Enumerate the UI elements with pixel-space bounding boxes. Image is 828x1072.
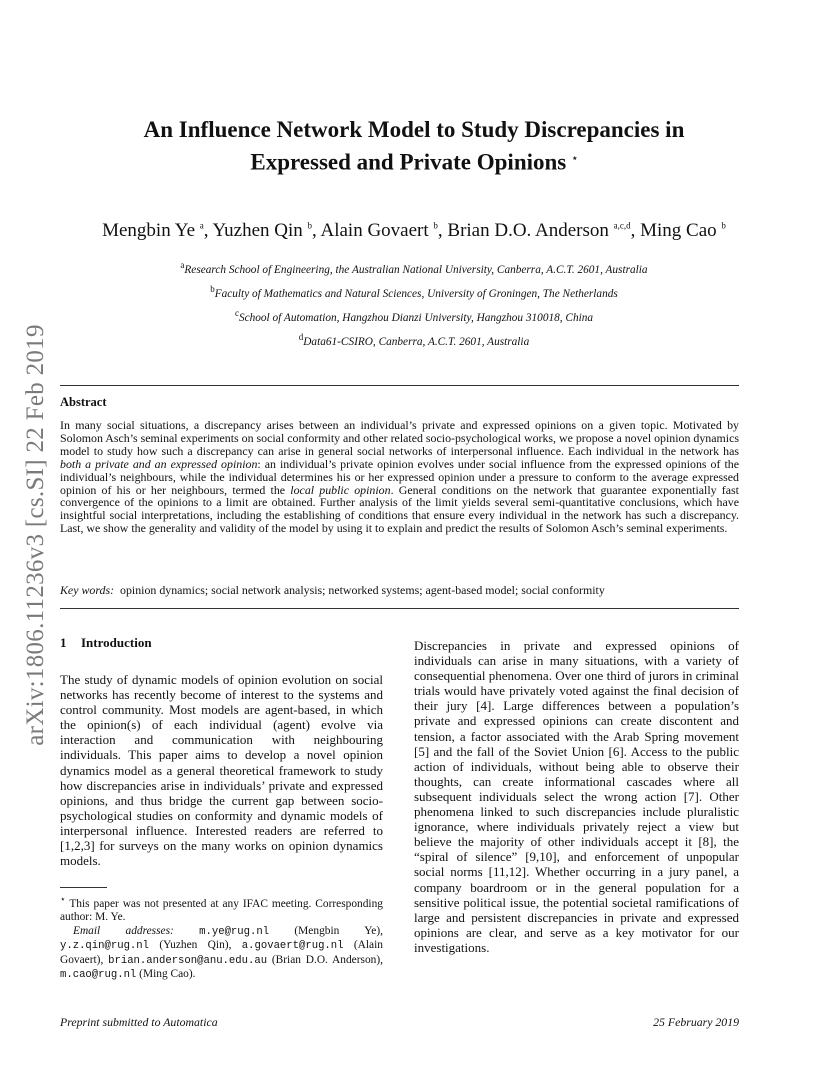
abstract-bottom-rule [60, 608, 739, 609]
footnote-star: ⋆ [60, 894, 66, 904]
abstract-heading: Abstract [60, 395, 107, 409]
title-line-1: An Influence Network Model to Study Discrepancies in [143, 117, 685, 142]
keywords [60, 583, 739, 598]
email-address: a.govaert@rug.nl [241, 940, 344, 953]
footer-right: 25 February 2019 [653, 1015, 739, 1029]
footnote-note: ⋆ This paper was not presented at any IFAC meeting. Corresponding author: M. Ye. [60, 894, 383, 924]
footnote [60, 893, 383, 983]
affiliation-a: $^a$Research School of Engineering, the Australian National University, Canberra, A.C.T. 2601, Australia [180, 260, 648, 276]
email-address: m.ye@rug.nl [199, 925, 270, 938]
author-affiliation-mark: b [307, 220, 313, 231]
email-address: y.z.qin@rug.nl [60, 940, 150, 953]
affiliation-c: $^c$School of Automation, Hangzhou Dianzi University, Hangzhou 310018, China [234, 308, 594, 324]
footnote-emails: Email addresses: m.ye@rug.nl (Mengbin Ye), y.z.qin@rug.nl (Yuzhen Qin), a.govaert@rug.nl (Alain Govaert), brian.anderson@anu.edu.au (Brian D.O. Anderson), m.cao@rug.nl (Ming Cao). [60, 924, 383, 982]
title-line-2-text: Expressed and Private Opinions [250, 149, 567, 175]
arxiv-identifier [8, 300, 64, 770]
arxiv-id-text: arXiv:1806.11236v3 [cs.SI] 22 Feb 2019 [22, 324, 49, 746]
author-name: Yuzhen Qin [212, 220, 303, 241]
author-affiliation-mark: a,c,d [613, 220, 631, 231]
author-name: Ming Cao [640, 220, 717, 241]
author-affiliation-mark: b [433, 220, 438, 231]
email-address: brian.anderson@anu.edu.au [108, 954, 268, 967]
affiliation-b: $^b$Faculty of Mathematics and Natural Sciences, University of Groningen, The Netherlands [210, 284, 618, 300]
author-affiliation-mark: b [721, 220, 726, 231]
author-name: Alain Govaert [320, 220, 429, 241]
section-heading [60, 635, 152, 651]
intro-left-column: The study of dynamic models of opinion evolution on social networks has recently become of interest to the systems and control community. Most models are agent-based, in which the opinion(s) of each individual (agent) evolve via interaction and communication with neighbouring individuals. This paper aims to develop a novel opinion dynamics model as a general theoretical framework to study how discrepancies arise in individuals’ private and expressed opinions, and thus bridge the current gap between socio-psychological studies on conformity and dynamic models of interpersonal influence. Interested readers are referred to [1,2,3] for surveys on the many works on opinion dynamics models. [60, 672, 383, 869]
author-affiliation-mark: a [199, 220, 204, 231]
abstract-top-rule [60, 385, 739, 386]
footer-left: Preprint submitted to Automatica [60, 1015, 218, 1029]
author-name: Brian D.O. Anderson [447, 220, 609, 241]
paper-title [0, 115, 828, 177]
author-list: Mengbin Ye $^a$, Yuzhen Qin $^b$, Alain Govaert $^b$, Brian D.O. Anderson $^{a,c,d}$, Ming Cao $^b$ [102, 220, 726, 241]
title-line-2 [0, 144, 828, 177]
title-footnote-star: ⋆ [572, 153, 578, 163]
affiliation-d: $^d$Data61-CSIRO, Canberra, A.C.T. 2601, Australia [298, 332, 530, 348]
author-name: Mengbin Ye [102, 220, 195, 241]
abstract-emphasis: local public opinion [290, 482, 391, 497]
section-number: 1 [60, 635, 67, 650]
abstract-emphasis: both a private and an expressed opinion [60, 456, 258, 471]
email-address: m.cao@rug.nl [60, 969, 137, 982]
abstract-body: In many social situations, a discrepancy arises between an individual’s private and expressed opinions on a given topic. Motivated by Solomon Asch’s seminal experiments on social conformity and other related socio-psychological works, we propose a novel opinion dynamics model to study how such a discrepancy can arise in general social networks of interpersonal influence. Each individual in the network has both a private and an expressed opinion: an individual’s private opinion evolves under social influence from the expressed opinions of the individual’s neighbours, while the individual determines his or her expressed opinion under a pressure to conform to the average expressed opinion of his or her neighbours, termed the local public opinion. General conditions on the network that guarantee exponentially fast convergence of the opinions to a limit are obtained. Further analysis of the limit yields several semi-quantitative conclusions, which have insightful social interpretations, including the establishing of conditions that ensure every individual in the network has such a discrepancy. Last, we show the generality and validity of the model by using it to explain and predict the results of Solomon Asch’s seminal experiments. [60, 418, 740, 536]
footnote-rule [60, 887, 107, 888]
intro-right-column: Discrepancies in private and expressed opinions of individuals can arise in many situations, with a variety of consequential phenomena. Over one third of jurors in criminal trials would have privately voted against the final decision of their jury [4]. Large differences between a population’s private and expressed opinions can create discontent and tension, a factor associated with the Arab Spring movement [5] and the fall of the Soviet Union [6]. Access to the public action of individuals, without being able to observe their thoughts, can create informational cascades where all subsequent individuals select the wrong action [7]. Other phenomena linked to such discrepancies include pluralistic ignorance, where individuals privately reject a view but believe the majority of other individuals accept it [8], the “spiral of silence” [9,10], and enforcement of unpopular social norms [11,12]. Whether occurring in a jury panel, a company boardroom or in the general population for a sensitive political issue, the potential societal ramifications of large and persistent discrepancies in private and expressed opinions are clear, and serve as a key motivator for our investigations. [414, 638, 739, 955]
email-label: Email addresses: [73, 924, 174, 937]
section-title: Introduction [81, 635, 152, 650]
keywords-text: opinion dynamics; social network analysis; networked systems; agent-based model; social conformity [120, 583, 605, 597]
keywords-label: Key words: [60, 583, 115, 597]
